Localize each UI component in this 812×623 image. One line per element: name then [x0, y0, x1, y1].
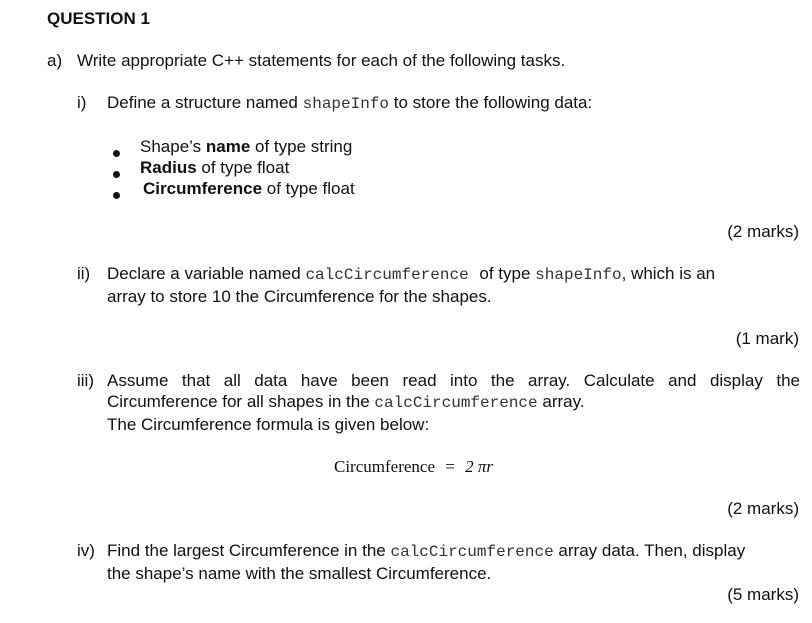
item-i-text — [107, 93, 592, 113]
bullet-text: of type float — [262, 179, 355, 198]
item-i-text-before: Define a structure named — [107, 93, 303, 112]
item-ii-line1 — [107, 264, 715, 284]
item-ii-text: Declare a variable named — [107, 264, 306, 283]
item-iii-marks: (2 marks) — [727, 499, 799, 518]
item-ii-label: ii) — [77, 264, 91, 283]
item-iii-label: iii) — [77, 371, 94, 390]
bullet-item-circumference — [143, 179, 355, 199]
bullet-text: Shape’s — [140, 137, 206, 156]
bullet-item-name — [140, 137, 352, 157]
item-iv-text: Find the largest Circumference in the — [107, 541, 391, 560]
bullet-marker — [113, 163, 120, 183]
item-iv-line2: the shape’s name with the smallest Circumference. — [107, 564, 492, 583]
item-ii-line2: array to store 10 the Circumference for the shapes. — [107, 287, 492, 306]
formula-equals: = — [445, 457, 455, 476]
formula-lhs: Circumference — [334, 457, 435, 476]
item-iii-line1: Assume that all data have been read into the array. Calculate and display the — [107, 371, 800, 390]
item-iii-line2 — [107, 392, 585, 412]
formula-rhs: 2 πr — [465, 457, 493, 476]
question-title: QUESTION 1 — [47, 9, 150, 28]
bullet-bold-text: name — [205, 137, 251, 156]
item-iii-text: Circumference for all shapes in the — [107, 392, 375, 411]
type-name-code: shapeInfo — [535, 266, 622, 284]
item-iii-line3: The Circumference formula is given below: — [107, 415, 430, 434]
bullet-marker — [113, 142, 120, 162]
item-ii-text: , which is an — [621, 264, 716, 283]
item-i-label: i) — [77, 93, 87, 112]
item-iv-label: iv) — [77, 541, 95, 560]
array-name-code: calcCircumference — [390, 543, 554, 561]
item-ii-marks: (1 mark) — [735, 329, 799, 348]
circumference-formula — [334, 457, 493, 477]
bullet-bold-text: Circumference — [143, 179, 263, 198]
part-a-label: a) — [47, 51, 63, 70]
part-a-intro: Write appropriate C++ statements for each of the following tasks. — [77, 51, 566, 70]
bullet-text: of type string — [250, 137, 353, 156]
array-name-code: calcCircumference — [374, 394, 538, 412]
item-i-text-after: to store the following data: — [389, 93, 593, 112]
item-iii-text: array. — [537, 392, 585, 411]
item-iv-line1 — [107, 541, 745, 561]
struct-name-code: shapeInfo — [302, 95, 390, 113]
item-ii-text: of type — [474, 264, 536, 283]
bullet-bold-text: Radius — [140, 158, 197, 177]
bullet-item-radius — [140, 158, 289, 178]
bullet-text: of type float — [196, 158, 290, 177]
item-iv-text: array data. Then, display — [553, 541, 746, 560]
item-iv-marks: (5 marks) — [727, 585, 799, 604]
item-i-marks: (2 marks) — [727, 222, 799, 241]
bullet-marker — [113, 184, 120, 204]
variable-name-code: calcCircumference — [305, 266, 469, 284]
